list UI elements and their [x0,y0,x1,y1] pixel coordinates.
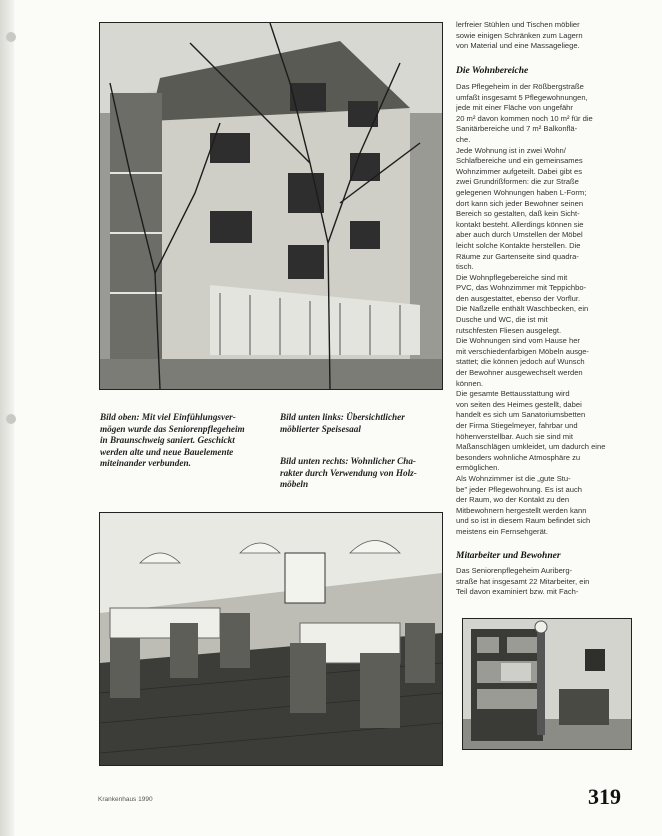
text-line: PVC, das Wohnzimmer mit Teppichbo- [456,283,587,293]
text-line: handelt es sich um Sanatoriumsbetten [456,410,586,420]
text-line: Die Wohnungen sind vom Hause her [456,336,580,346]
text-line: leicht solche Kontakte herstellen. Die [456,240,581,250]
text-line: der Bewohner ausgewechselt werden [456,368,583,378]
text-line: tisch. [456,262,474,272]
text-line: den ausgestattet, ebenso der Vorflur. [456,293,581,303]
text-line: kontakt besteht. Allerdings können sie [456,219,584,229]
caption-line: Bild oben: Mit viel Einfühlungsver- [100,412,236,422]
text-line: aber auch durch Umstellen der Möbel [456,230,583,240]
caption-top-left [100,412,270,470]
caption-line: miteinander verbunden. [100,458,191,468]
binder-hole [6,32,16,42]
text-line: Als Wohnzimmer ist die „gute Stu- [456,473,571,483]
section-heading-wohnbereiche: Die Wohnbereiche [456,66,529,76]
text-line: Schlafbereiche und ein gemeinsames [456,156,583,166]
text-line: Maßanschlägen umkleidet, um dadurch eine [456,442,606,452]
text-line: Teil davon examiniert bzw. mit Fach- [456,587,579,597]
caption-line: möbeln [280,479,309,489]
text-line: gelegenen Wohnungen haben L-Form; [456,187,587,197]
text-line: jede mit einer Fläche von ungefähr [456,103,573,113]
text-line: von seiten des Heimes gestellt, dabei [456,399,582,409]
text-line: straße hat insgesamt 22 Mitarbeiter, ein [456,576,590,586]
caption-line: Bild unten rechts: Wohnlicher Cha- [280,456,416,466]
living-room-photo [462,618,632,750]
caption-line: rakter durch Verwendung von Holz- [280,467,417,478]
text-line: der Raum, wo der Kontakt zu den [456,495,570,505]
building-exterior-photo [99,22,443,390]
dining-room-photo [99,512,443,766]
caption-line: möblierter Speisesaal [280,423,361,434]
text-line: meistens ein Fernsehgerät. [456,526,549,536]
section-heading-mitarbeiter: Mitarbeiter und Bewohner [456,551,561,561]
page-number: 319 [588,784,621,809]
text-line: Wohnzimmer aufgeteilt. Dabei gibt es [456,166,583,176]
text-line: rutschfesten Fliesen ausgelegt. [456,325,562,335]
text-line: Jede Wohnung ist in zwei Wohn/ [456,145,566,155]
text-line: Die Wohnpflegebereiche sind mit [456,272,568,282]
text-line: Die Naßzelle enthält Waschbecken, ein [456,304,589,314]
text-line: Bereich so gestalten, daß kein Sicht- [456,209,580,219]
caption-bottom-left-photo [280,412,445,435]
caption-line: in Braunschweig saniert. Geschickt [100,435,235,445]
article-column-section1 [456,82,630,538]
text-line: Sanitärbereiche und 7 m² Balkonflä- [456,124,578,134]
text-line: von Material und eine Massageliege. [456,41,580,51]
text-line: dort kann sich jeder Bewohner seinen [456,198,584,208]
text-line: der Firma Stiegelmeyer, fahrbar und [456,421,578,430]
caption-line: mögen wurde das Seniorenpflegeheim [100,423,245,434]
text-line: können. [456,378,484,388]
journal-footer: Krankenhaus 1990 [98,796,153,803]
text-line: Das Pflegeheim in der Rößbergstraße [456,82,584,91]
article-column-intro [456,20,630,52]
caption-bottom-right-photo [280,456,445,491]
text-line: umfaßt insgesamt 5 Pflegewohnungen, [456,92,588,102]
text-line: Dusche und WC, die ist mit [456,315,548,325]
text-line: lerfreier Stühlen und Tischen möblier [456,20,580,29]
text-line: und so ist in diesem Raum befindet sich [456,516,591,526]
text-line: zwei Grundrißformen: die zur Straße [456,177,579,187]
text-line: ermöglichen. [456,463,500,473]
caption-line: Bild unten links: Übersichtlicher [280,412,405,422]
text-line: be" jeder Pflegewohnung. Es ist auch [456,484,582,494]
text-line: Das Seniorenpflegeheim Auriberg- [456,566,573,575]
text-line: Die gesamte Bettausstattung wird [456,389,570,399]
article-column-section2 [456,566,630,598]
text-line: besonders wohnliche Atmosphäre zu [456,452,581,462]
text-line: höhenverstellbar. Auch sie sind mit [456,431,573,441]
text-line: sowie einigen Schränken zum Lagern [456,30,583,40]
text-line: Räume zur Gartenseite sind quadra- [456,251,579,261]
text-line: Mitbewohnern hergestellt werden kann [456,505,587,515]
binder-hole [6,414,16,424]
text-line: mit verschiedenfarbigen Möbeln ausge- [456,346,589,356]
text-line: che. [456,134,471,144]
text-line: stattet; die können jedoch auf Wunsch [456,357,585,367]
caption-line: werden alte und neue Bauelemente [100,446,234,457]
text-line: 20 m² davon kommen noch 10 m² für die [456,113,593,123]
